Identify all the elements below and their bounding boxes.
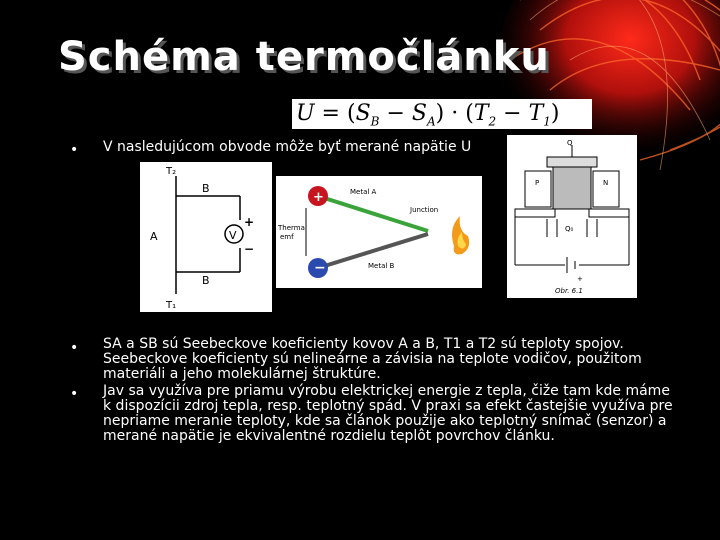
formula-sa: S <box>411 101 427 126</box>
svg-text:+: + <box>313 190 324 205</box>
plus-sign: + <box>244 215 255 229</box>
metal-a-label: Metal A <box>350 188 377 196</box>
formula-sb: S <box>355 101 371 126</box>
formula-t1-sub: 1 <box>543 114 551 129</box>
circuit-diagram <box>140 162 272 312</box>
peltier-figure <box>507 135 637 298</box>
wire-b-bottom-label: B <box>202 274 210 287</box>
seebeck-formula: $U = (S_B - S_A) \cdot (T_2 - T_1)$ <box>292 99 592 129</box>
wire-b-top-label: B <box>202 182 210 195</box>
p-label: P <box>535 179 540 187</box>
formula-t2-sub: 2 <box>488 114 497 129</box>
bullet-marker: • <box>70 340 79 356</box>
wire-a-label: A <box>150 230 158 243</box>
formula-sb-sub: B <box>370 114 380 129</box>
formula-u: U <box>296 101 315 126</box>
formula-t2: T <box>473 101 489 126</box>
thermal-emf-label-2: emf <box>280 233 294 241</box>
bullet-text: SA a SB sú Seebeckove koeficienty kovov A a B, T1 a T2 sú teploty spojov. Seebeckove koeficienty sú nelineárne a závisia na teplote vodičov, použitom materiáli a jeho molekulárnej štruktúre. <box>103 336 642 382</box>
metal-b-label: Metal B <box>368 262 395 270</box>
bullet-marker: • <box>70 142 79 158</box>
q-bottom-label: Q₀ <box>565 225 574 233</box>
t2-label: T₂ <box>166 166 177 177</box>
n-label: N <box>603 179 609 187</box>
voltmeter-label: V <box>229 229 237 242</box>
formula-t1: T <box>528 101 544 126</box>
figure-caption: Obr. 6.1 <box>555 287 583 295</box>
plus-label: + <box>577 275 583 283</box>
bullet-marker: • <box>70 386 79 402</box>
svg-text:−: − <box>314 260 326 276</box>
bullet-text: Jav sa využíva pre priamu výrobu elektrickej energie z tepla, čiže tam kde máme k dispozícii zdroj tepla, resp. teplotný spád. V praxi sa efekt častejšie využíva pre nepriame meranie teploty, kde sa článok použije ako teplotný snímač (senzor) a merané napätie je ekvivalentné rozdielu teplôt povrchov článku. <box>103 383 673 444</box>
thermal-emf-label-1: Thermal <box>278 224 307 232</box>
q-top-label: Q <box>567 139 573 147</box>
slide-title: Schéma termočlánku <box>58 34 550 80</box>
junction-label: Junction <box>410 206 439 214</box>
thermocouple-diagram <box>276 176 482 288</box>
minus-sign: − <box>244 242 255 256</box>
t1-label: T₁ <box>166 300 177 311</box>
bullet-text: V nasledujúcom obvode môže byť merané napätie U <box>103 139 472 155</box>
formula-sa-sub: A <box>426 114 436 129</box>
